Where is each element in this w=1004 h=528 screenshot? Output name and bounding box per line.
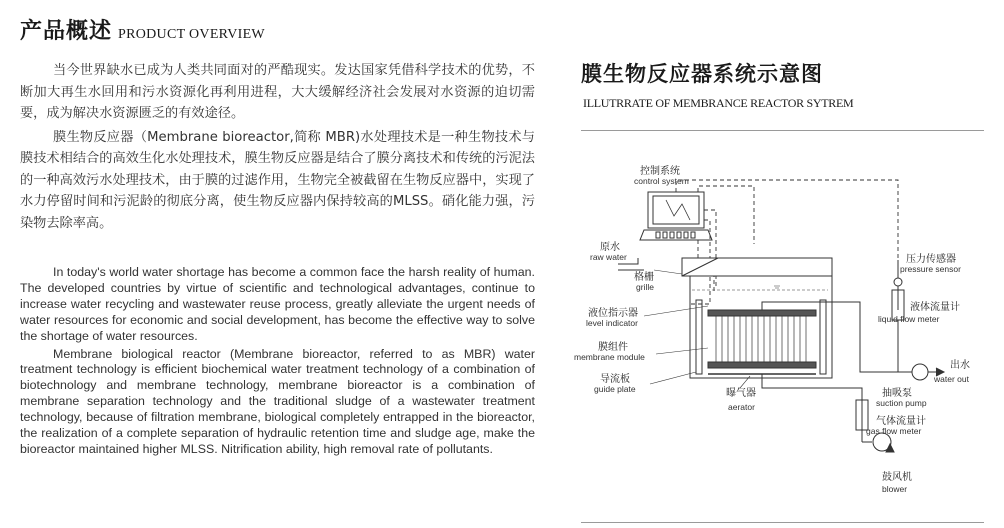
label-pump-zh: 抽吸泵 [882,388,912,399]
label-liquid-en: liquid flow meter [878,314,940,324]
label-aerator-en: aerator [728,402,755,412]
membrane-module [708,310,816,368]
control-wires [676,180,898,304]
label-raw-en: raw water [590,252,627,262]
overview-text-en [20,265,535,458]
air-line [762,374,862,442]
diagram-title: 膜生物反应器系统示意图 [581,62,823,86]
label-control-zh: 控制系统 [640,166,680,177]
zh-paragraph-2: 膜生物反应器（Membrane bioreactor,简称 MBR)水处理技术是一种生物技术与膜技术相结合的高效生化水处理技术，膜生物反应器是结合了膜分离技术和传统的污泥法的一种高效污水处理技术，由于膜的过滤作用，生物完全被截留在生物反应器中，实现了水力停留时间和污泥龄的彻底分离，使生物反应器内保持较高的MLSS。硝化能力强，污染物去除率高。 [20,129,535,231]
control-system-icon [640,192,712,240]
label-module-zh: 膜组件 [598,342,628,353]
guide-plate-left [696,300,702,374]
overview-text-zh [20,60,535,234]
mbr-schematic [570,150,990,510]
label-grille-en: grille [636,282,654,292]
reactor-tank [690,260,832,378]
label-raw-zh: 原水 [600,242,620,253]
section-title-en: PRODUCT OVERVIEW [118,27,265,42]
pressure-sensor-icon [894,278,902,286]
zh-paragraph-1: 当今世界缺水已成为人类共同面对的严酷现实。发达国家凭借科学技术的优势，不断加大再生水回用和污水资源化再利用进程，大大缓解经济社会发展对水资源的迫切需要，成为解决水资源匮乏的有效途径。 [20,63,535,121]
label-aerator-zh: 曝气器 [726,388,756,399]
label-pump-en: suction pump [876,398,927,408]
label-gas-en: gas flow meter [866,426,922,436]
label-grille-zh: 格栅 [634,272,654,283]
label-pressure-en: pressure sensor [900,264,961,274]
label-blower-zh: 鼓风机 [882,472,912,483]
diagram-subtitle: ILLUTRRATE OF MEMBRANCE REACTOR SYTREM [583,96,854,110]
label-out-zh: 出水 [950,360,970,371]
label-module-en: membrane module [574,352,645,362]
en-paragraph-1: In today's world water shortage has become a common face the harsh reality of human. The developed countries by virtue of scientific and technological advantages, continue to increase water recycling and wastewater reuse process, greatly alleviate the urgent needs of water resources for economic and social development, has become the effective way to solve the shortage of water resources. [20,265,535,343]
label-gas-zh: 气体流量计 [876,416,926,427]
bottom-divider [581,522,984,523]
en-paragraph-2: Membrane biological reactor (Membrane bioreactor, referred to as MBR) water treatment technology is efficient biochemical water treatment technology of a combination of biotechnology and membrane technology, membrane bioreactor is a combination of membrane separation technology and the traditional sludge of a wastewater treatment technology, because of filtration membrane, biological completely entrapped in the bioreactor, the realization of a complete separation of hydraulic retention time and sludge age, make the bioreactor maintained higher MLSS. Nitrification ability, high removal rate of pollutants. [20,346,535,456]
suction-pump-icon [912,364,928,380]
guide-plate-right [820,300,826,374]
label-blower-en: blower [882,484,908,494]
label-control-en: control system [634,176,689,186]
label-level-en: level indicator [586,318,638,328]
label-guide-en: guide plate [594,384,636,394]
label-out-en: water out [934,374,969,384]
section-title-zh: 产品概述 [20,19,113,44]
section-header [20,14,265,44]
top-divider [581,130,984,131]
label-guide-zh: 导流板 [600,374,630,385]
label-pressure-zh: 压力传感器 [906,254,956,265]
label-liquid-zh: 液体流量计 [910,302,960,313]
label-level-zh: 液位指示器 [588,308,638,319]
